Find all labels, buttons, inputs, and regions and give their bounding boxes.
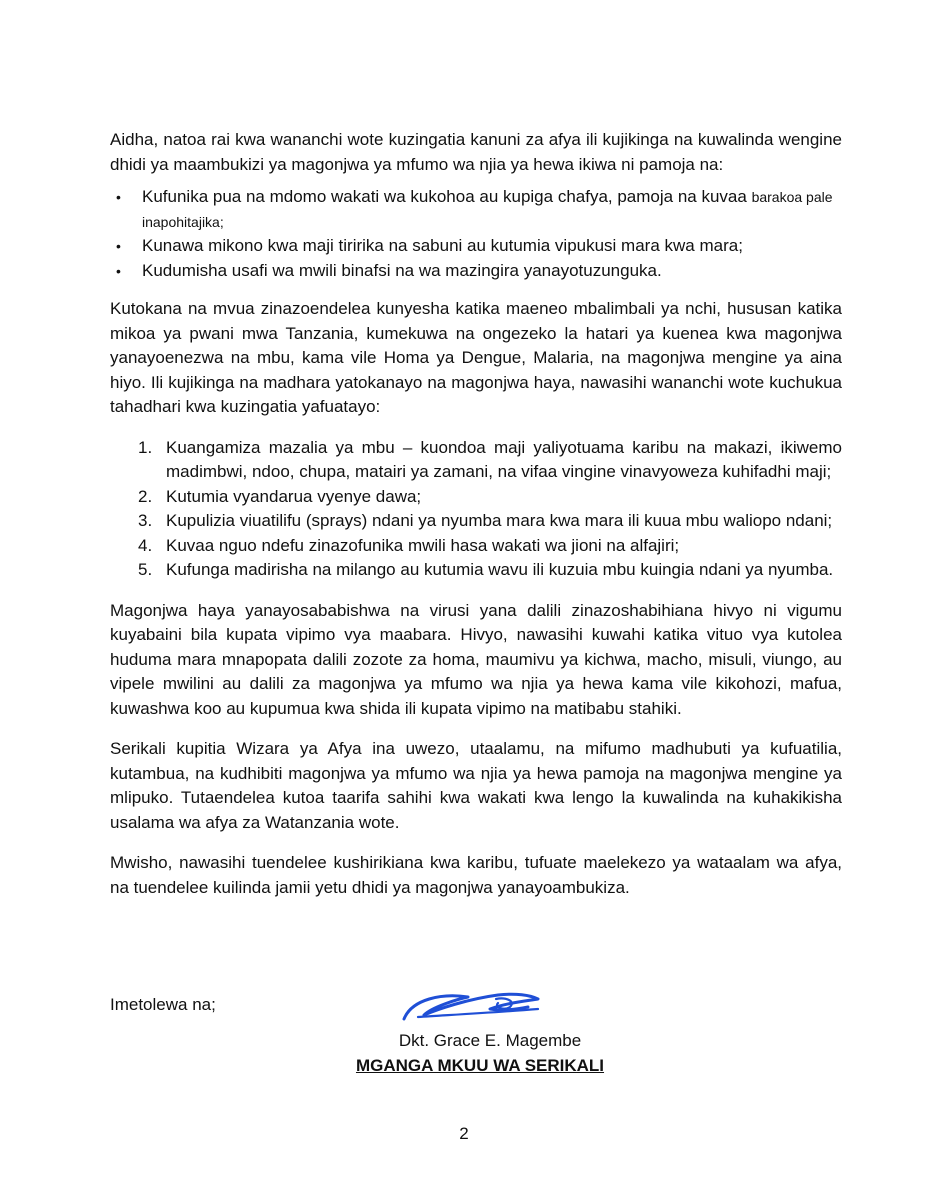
list-item xyxy=(110,509,842,534)
government-paragraph: Serikali kupitia Wizara ya Afya ina uwezo, utaalamu, na mifumo madhubuti ya kufuatilia, kutambua, na kudhibiti magonjwa ya mfumo wa njia ya hewa pamoja na magonjwa mengine ya mlipuko. Tutaendelea kutoa taarifa sahihi kwa wakati kwa lengo la kuwalinda na kuhakikisha usalama wa afya za Watanzania wote. xyxy=(110,739,842,832)
list-number: 1. xyxy=(138,437,153,457)
list-number: 5. xyxy=(138,560,153,579)
signatory-title: MGANGA MKUU WA SERIKALI xyxy=(355,1056,605,1075)
list-item-text: Kufunga madirisha na milango au kutumia wavu ili kuzuia mbu kuingia ndani ya nyumba. xyxy=(166,560,834,579)
list-item xyxy=(110,485,842,510)
list-item-text: Kuvaa nguo ndefu zinazofunika mwili hasa wakati wa jioni na alfajiri; xyxy=(166,535,680,555)
signoff-label: Imetolewa na; xyxy=(110,995,216,1014)
list-item-text: Kuangamiza mazalia ya mbu – kuondoa maji yaliyotuama karibu na makazi, ikiwemo madimbwi, ndoo, chupa, matairi ya zamani, na vifaa vingine vinavyoweza kuhifadhi maji; xyxy=(166,437,842,481)
list-item xyxy=(110,185,842,234)
mosquito-disease-paragraph: Kutokana na mvua zinazoendelea kunyesha katika maeneo mbalimbali ya nchi, hususan katika mikoa ya pwani mwa Tanzania, kumekuwa na ongezeko la hatari ya kuenea kwa magonjwa yanayoenezwa na mbu, kama vile Homa ya Dengue, Malaria, na magonjwa mengine ya aina hiyo. Ili kujikinga na madhara yatokanayo na magonjwa haya, nawasihi wananchi wote kuchukua tahadhari kwa kuzingatia yafuatayo: xyxy=(110,299,842,416)
list-item-text: Kufunika pua na mdomo wakati wa kukohoa au kupiga chafya, pamoja na kuvaa xyxy=(142,187,752,206)
list-number: 2. xyxy=(138,486,153,506)
symptoms-paragraph: Magonjwa haya yanayosababishwa na virusi yana dalili zinazoshabihiana hivyo ni vigumu kuyabaini bila kupata vipimo vya maabara. Hivyo, nawasihi kuwahi katika vituo vya kutolea huduma mara mnapopata dalili zozote za homa, maumivu ya kichwa, macho, misuli, viungo, au vipele mwilini au dalili za magonjwa ya mfumo wa njia ya hewa kama vile kikohozi, mafua, kuwashwa koo au kupumua kwa shida ili kupata vipimo na matibabu stahiki. xyxy=(110,600,842,718)
mosquito-precautions-list xyxy=(110,436,842,583)
list-item: • Kunawa mikono kwa maji tiririka na sabuni au kutumia vipukusi mara kwa mara; xyxy=(110,234,842,259)
list-item xyxy=(110,534,842,559)
signatory-name: Dkt. Grace E. Magembe xyxy=(398,1031,582,1050)
list-item: • Kudumisha usafi wa mwili binafsi na wa mazingira yanayotuzunguka. xyxy=(110,259,842,284)
list-item-text: Kupulizia viuatilifu (sprays) ndani ya nyumba mara kwa mara ili kuua mbu waliopo ndani; xyxy=(166,511,833,530)
handwritten-signature xyxy=(398,985,548,1035)
list-item-text-small: barakoa pale inapohitajika; xyxy=(142,189,833,230)
page-number: 2 xyxy=(459,1124,469,1143)
list-item-text: Kutumia vyandarua vyenye dawa; xyxy=(166,486,422,506)
list-item xyxy=(110,558,842,583)
list-item xyxy=(110,436,842,485)
closing-paragraph: Mwisho, nawasihi tuendelee kushirikiana kwa karibu, tufuate maelekezo ya wataalam wa afya, na tuendelee kuilinda jamii yetu dhidi ya magonjwa yanayoambukiza. xyxy=(110,853,842,897)
list-number: 3. xyxy=(138,511,153,530)
list-number: 4. xyxy=(138,535,153,555)
respiratory-precautions-list xyxy=(110,185,842,283)
letter-body xyxy=(110,128,842,916)
intro-paragraph: Aidha, natoa rai kwa wananchi wote kuzingatia kanuni za afya ili kujikinga na kuwalinda wengine dhidi ya maambukizi ya magonjwa ya mfumo wa njia ya hewa ikiwa ni pamoja na: xyxy=(110,130,842,174)
